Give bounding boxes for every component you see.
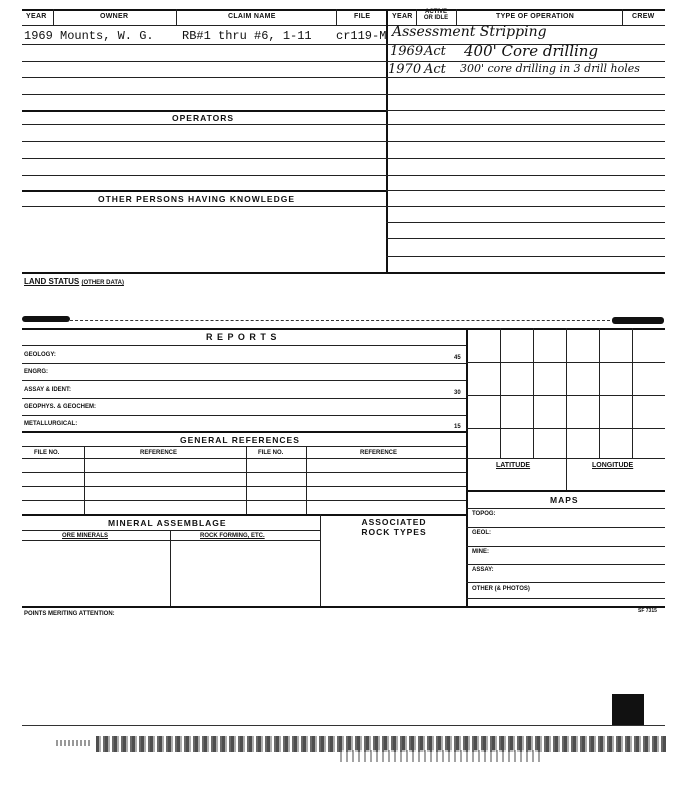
ink-smudge <box>22 316 70 322</box>
report-label: ENGRG: <box>24 369 48 375</box>
other-persons-heading: OTHER PERSONS HAVING KNOWLEDGE <box>98 194 296 204</box>
report-label: GEOPHYS. & GEOCHEM: <box>24 404 97 410</box>
ref-col-reference: REFERENCE <box>140 450 178 456</box>
row-file: cr119-M <box>336 29 387 43</box>
operation-entry: Assessment Stripping <box>392 24 547 40</box>
ref-col-reference-2: REFERENCE <box>360 450 398 456</box>
reports-heading: R E P O R T S <box>206 332 278 342</box>
points-meriting-attention: POINTS MERITING ATTENTION: <box>24 611 115 617</box>
land-status-heading: LAND STATUS <box>24 277 80 286</box>
latitude-label: LATITUDE <box>496 462 531 469</box>
report-label: GEOLOGY: <box>24 352 56 358</box>
mineral-assemblage-heading: MINERAL ASSEMBLAGE <box>108 518 227 528</box>
operation-year: 1970 <box>388 62 422 77</box>
report-num: 45 <box>454 355 461 361</box>
ink-smudge <box>612 317 664 324</box>
report-num: 30 <box>454 390 461 396</box>
row-owner: Mounts, W. G. <box>60 29 154 43</box>
operation-active: Act <box>424 44 446 59</box>
scan-artifact <box>612 694 644 726</box>
report-label: METALLURGICAL: <box>24 421 78 427</box>
maps-row-label: TOPOG: <box>472 511 496 517</box>
operation-entry: 300' core drilling in 3 drill holes <box>460 62 640 75</box>
header-year-2: YEAR <box>392 13 413 20</box>
longitude-label: LONGITUDE <box>592 462 634 469</box>
scan-noise <box>340 750 540 762</box>
header-claim-name: CLAIM NAME <box>228 13 276 20</box>
header-file: FILE <box>354 13 371 20</box>
land-status <box>24 277 124 286</box>
operation-active: Act <box>424 62 446 77</box>
ref-col-file-no: FILE NO. <box>34 450 60 456</box>
form-number: SF 7315 <box>638 608 657 614</box>
maps-row-label: MINE: <box>472 549 489 555</box>
associated-rock-types-heading: ASSOCIATED ROCK TYPES <box>361 517 427 537</box>
ref-col-file-no-2: FILE NO. <box>258 450 284 456</box>
header-year: YEAR <box>26 13 47 20</box>
report-num: 15 <box>454 424 461 430</box>
header-active-idle: ACTIVE OR IDLE <box>423 9 449 21</box>
maps-heading: MAPS <box>550 495 579 505</box>
land-status-sub: (OTHER DATA) <box>81 280 124 286</box>
operators-heading: OPERATORS <box>172 113 235 123</box>
row-claim-name: RB#1 thru #6, 1-11 <box>182 29 312 43</box>
header-type-of-operation: TYPE OF OPERATION <box>496 13 575 20</box>
ore-minerals-label: ORE MINERALS <box>62 533 109 539</box>
maps-row-label: ASSAY: <box>472 567 494 573</box>
maps-row-label: GEOL: <box>472 530 491 536</box>
report-label: ASSAY & IDENT: <box>24 387 72 393</box>
header-crew: CREW <box>632 13 655 20</box>
general-references-heading: GENERAL REFERENCES <box>180 435 300 445</box>
maps-row-label: OTHER (& PHOTOS) <box>472 586 530 592</box>
row-year: 1969 <box>24 29 53 43</box>
rock-forming-label: ROCK FORMING, ETC. <box>200 533 265 539</box>
scan-noise <box>56 740 92 746</box>
operation-entry: 400' Core drilling <box>464 42 599 60</box>
header-owner: OWNER <box>100 13 129 20</box>
operation-year: 1969 <box>390 44 424 59</box>
